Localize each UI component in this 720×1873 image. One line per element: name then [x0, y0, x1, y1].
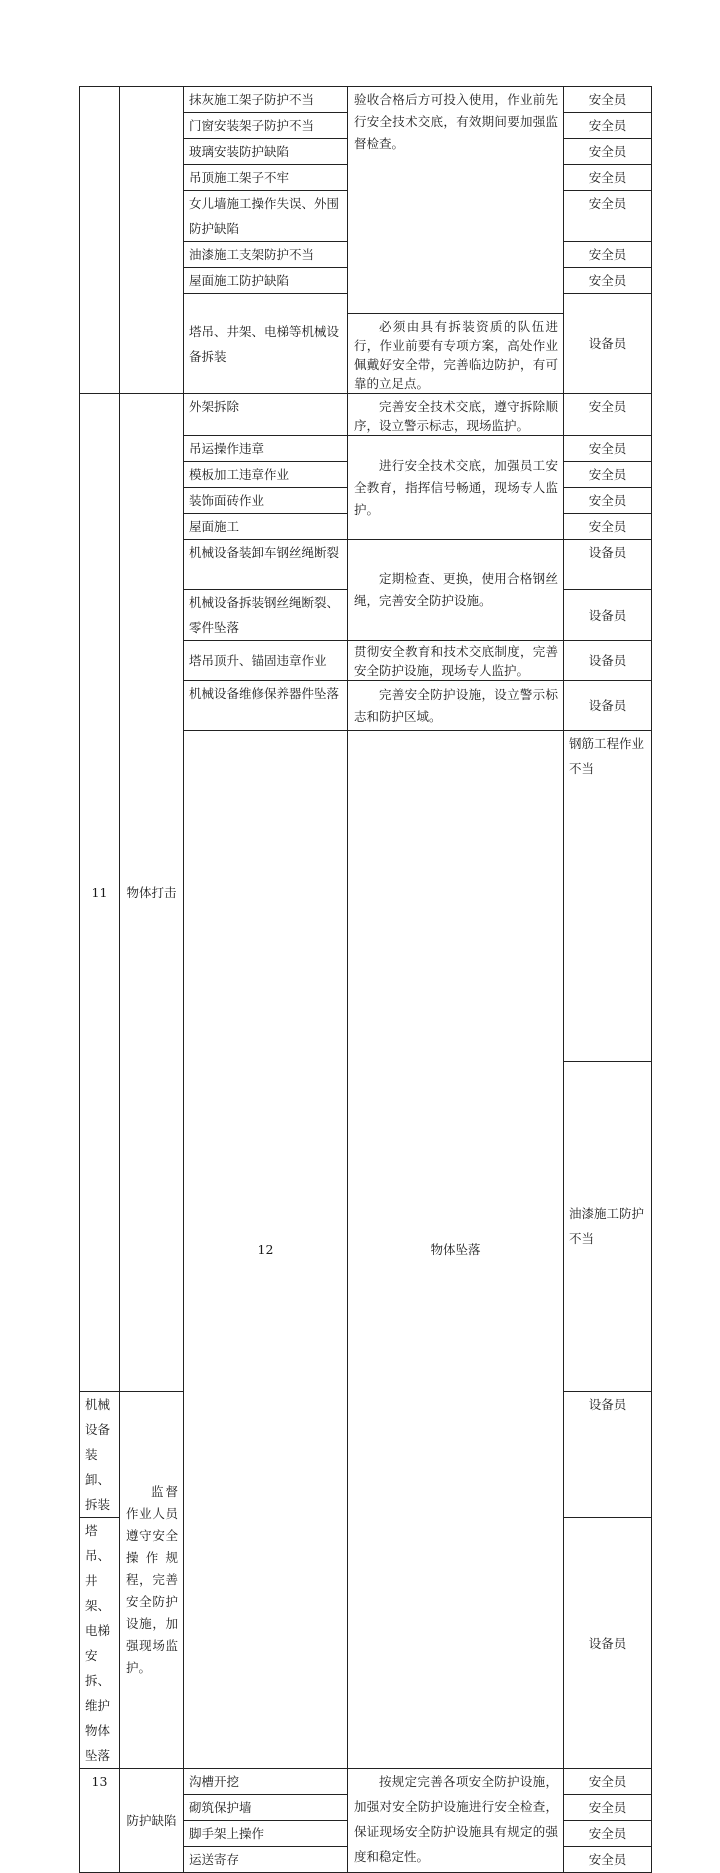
- hazard-cell: 吊运操作违章: [184, 436, 348, 462]
- responsible-cell: 安全员: [564, 1847, 652, 1873]
- measure-cell: [348, 681, 564, 731]
- responsible-cell: 设备员: [564, 294, 652, 394]
- hazard-cell: 油漆施工防护不当: [564, 1061, 652, 1392]
- responsible-cell: 设备员: [564, 641, 652, 681]
- measure-cell: [348, 540, 564, 641]
- responsible-cell: 安全员: [564, 268, 652, 294]
- measure-cell: [348, 314, 564, 394]
- responsible-cell: 安全员: [564, 394, 652, 436]
- responsible-cell: 安全员: [564, 165, 652, 191]
- responsible-cell: 安全员: [564, 1795, 652, 1821]
- hazard-cell: 机械设备拆装钢丝绳断裂、零件坠落: [184, 590, 348, 641]
- measure-text: 监督作业人员遵守安全操作规程，完善安全防护设施，加强现场监护。: [126, 1484, 178, 1675]
- responsible-cell: 安全员: [564, 488, 652, 514]
- measure-text: 定期检查、更换，使用合格钢丝绳，完善安全防护设施。: [354, 571, 558, 608]
- hazard-cell: 抹灰施工架子防护不当: [184, 87, 348, 113]
- hazard-cell: 运送寄存: [184, 1847, 348, 1873]
- hazard-cell: 钢筋工程作业不当: [564, 731, 652, 1062]
- responsible-cell: 设备员: [564, 681, 652, 731]
- measure-text: 完善安全防护设施，设立警示标志和防护区域。: [354, 686, 558, 724]
- responsible-cell: 安全员: [564, 1821, 652, 1847]
- hazard-cell: 门窗安装架子防护不当: [184, 113, 348, 139]
- table-row: [80, 87, 652, 113]
- responsible-cell: 设备员: [564, 540, 652, 590]
- measure-cell: 贯彻安全教育和技术交底制度，完善安全防护设施，现场专人监护。: [348, 641, 564, 681]
- responsible-cell: 安全员: [564, 462, 652, 488]
- measure-cell: [348, 436, 564, 540]
- responsible-cell: 安全员: [564, 87, 652, 113]
- group-number-cell: [80, 87, 120, 394]
- responsible-cell: 设备员: [564, 590, 652, 641]
- hazard-cell: 油漆施工支架防护不当: [184, 242, 348, 268]
- responsible-cell: 安全员: [564, 1769, 652, 1795]
- hazard-cell: 装饰面砖作业: [184, 488, 348, 514]
- responsible-cell: 设备员: [564, 1518, 652, 1769]
- responsible-cell: 安全员: [564, 242, 652, 268]
- hazard-cell: 屋面施工防护缺陷: [184, 268, 348, 294]
- group-category-cell: 物体坠落: [348, 731, 564, 1769]
- hazard-cell: 机械设备装卸、拆装: [80, 1392, 120, 1518]
- hazard-cell: 模板加工违章作业: [184, 462, 348, 488]
- hazard-cell: 脚手架上操作: [184, 1821, 348, 1847]
- hazard-cell: 外架拆除: [184, 394, 348, 436]
- measure-text: 必须由具有拆装资质的队伍进行，作业前要有专项方案，高处作业佩戴好安全带，完善临边防护，有可靠的立足点。: [354, 319, 558, 391]
- hazard-cell: 吊顶施工架子不牢: [184, 165, 348, 191]
- measure-cell: [348, 1769, 564, 1873]
- group-number-cell: 13: [80, 1769, 120, 1873]
- responsible-cell: 安全员: [564, 139, 652, 165]
- responsible-cell: 设备员: [564, 1392, 652, 1518]
- hazard-cell: 塔吊、井架、电梯等机械设备拆装: [184, 294, 348, 394]
- table-row: [80, 394, 652, 436]
- measure-text: 按规定完善各项安全防护设施，加强对安全防护设施进行安全检查，保证现场安全防护设施具有规定的强度和稳定性。: [354, 1774, 558, 1864]
- group-category-cell: 防护缺陷: [120, 1769, 184, 1873]
- responsible-cell: 安全员: [564, 113, 652, 139]
- hazard-cell: 塔吊顶升、锚固违章作业: [184, 641, 348, 681]
- hazard-cell: 女儿墙施工操作失误、外围防护缺陷: [184, 191, 348, 242]
- measure-cell: 验收合格后方可投入使用，作业前先行安全技术交底，有效期间要加强监督检查。: [348, 87, 564, 314]
- hazard-cell: 砌筑保护墙: [184, 1795, 348, 1821]
- table-row: [80, 1769, 652, 1795]
- hazard-cell: 屋面施工: [184, 514, 348, 540]
- hazard-cell: 机械设备维修保养器件坠落: [184, 681, 348, 731]
- measure-cell: [120, 1392, 184, 1769]
- measure-text: 完善安全技术交底，遵守拆除顺序，设立警示标志，现场监护。: [354, 399, 558, 433]
- hazard-cell: 塔吊、井架、电梯安拆、维护物体坠落: [80, 1518, 120, 1769]
- hazard-table: [79, 86, 652, 1873]
- hazard-cell: 沟槽开挖: [184, 1769, 348, 1795]
- group-category-cell: [120, 87, 184, 394]
- measure-cell: [348, 394, 564, 436]
- responsible-cell: 安全员: [564, 514, 652, 540]
- group-number-cell: 11: [80, 394, 120, 1392]
- group-number-cell: 12: [184, 731, 348, 1769]
- hazard-cell: 机械设备装卸车钢丝绳断裂: [184, 540, 348, 590]
- group-category-cell: 物体打击: [120, 394, 184, 1392]
- responsible-cell: 安全员: [564, 191, 652, 242]
- responsible-cell: 安全员: [564, 436, 652, 462]
- hazard-cell: 玻璃安装防护缺陷: [184, 139, 348, 165]
- measure-text: 进行安全技术交底，加强员工安全教育，指挥信号畅通，现场专人监护。: [354, 457, 558, 517]
